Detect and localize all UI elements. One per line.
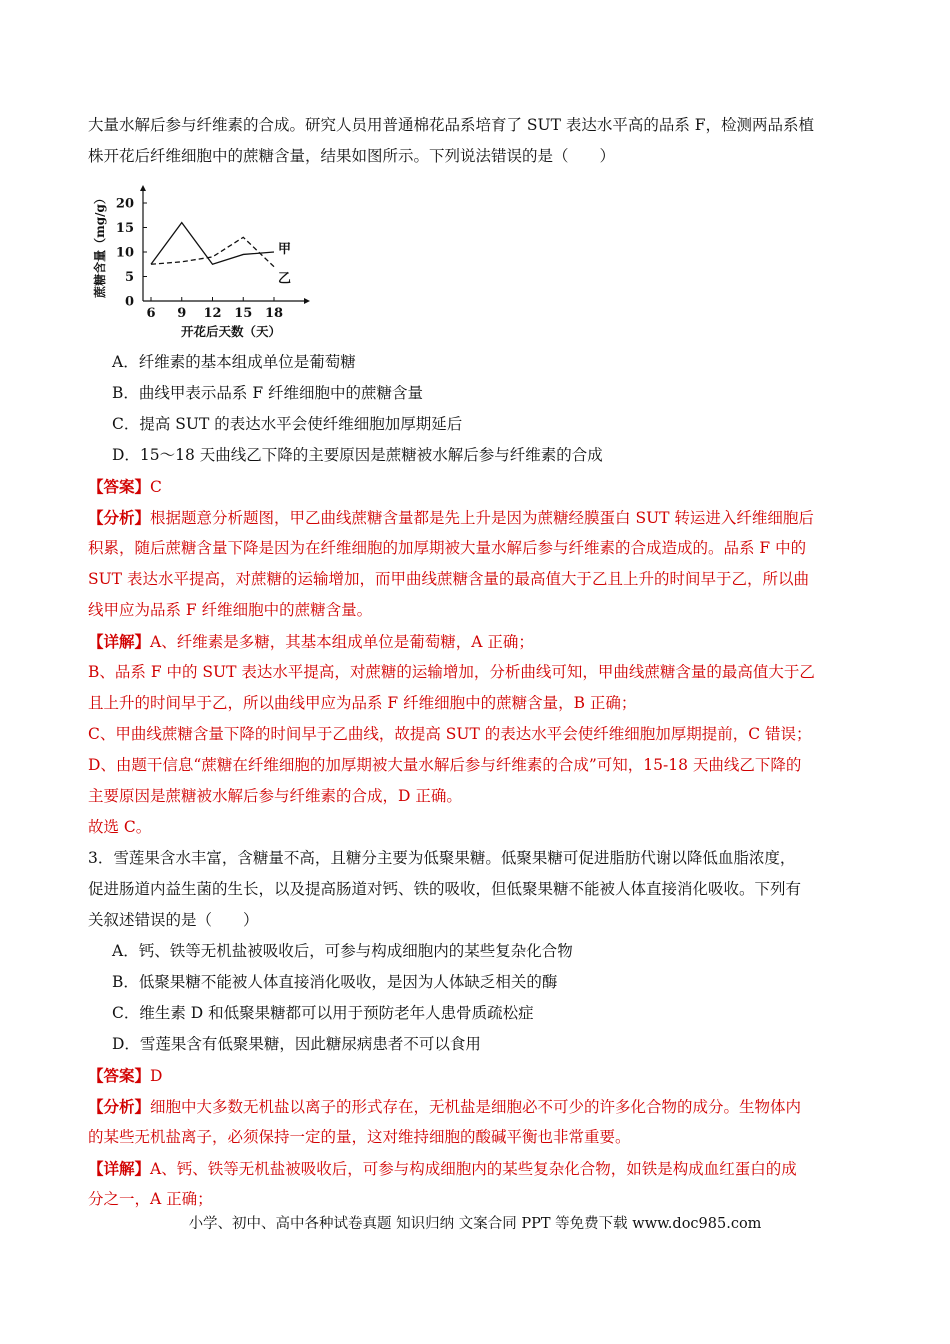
q3-option-b: B．低聚果糖不能被人体直接消化吸收，是因为人体缺乏相关的酶 <box>112 973 558 991</box>
analysis-tag: 【分析】 <box>88 508 151 527</box>
q2-option-d: D．15～18 天曲线乙下降的主要原因是蔗糖被水解后参与纤维素的合成 <box>112 446 603 464</box>
x-tick-label: 15 <box>234 306 253 321</box>
q3-answer <box>88 1060 868 1092</box>
q2-detail-line6: 主要原因是蔗糖被水解后参与纤维素的合成，D 正确。 <box>88 787 462 805</box>
x-tick-label: 9 <box>177 306 187 321</box>
y-axis-arrow <box>140 185 146 191</box>
q3-option-d: D．雪莲果含有低聚果糖，因此糖尿病患者不可以食用 <box>112 1035 481 1053</box>
detail-text: A、钙、铁等无机盐被吸收后，可参与构成细胞内的某些复杂化合物，如铁是构成血红蛋白的成 <box>150 1160 797 1178</box>
q2-detail-line1 <box>88 626 868 658</box>
q2-analysis-line1 <box>88 502 868 534</box>
x-tick-label: 18 <box>264 306 284 321</box>
y-tick-label: 15 <box>115 221 134 236</box>
x-axis-label: 开花后天数（天） <box>180 324 282 339</box>
y-axis-label: 蔗糖含量（mg/g） <box>93 192 107 298</box>
q3-option-a: A．钙、铁等无机盐被吸收后，可参与构成细胞内的某些复杂化合物 <box>112 942 573 960</box>
detail-text: A、纤维素是多糖，其基本组成单位是葡萄糖，A 正确； <box>150 633 534 651</box>
answer-value: C <box>150 478 162 496</box>
q2-analysis-line3: SUT 表达水平提高，对蔗糖的运输增加，而甲曲线蔗糖含量的最高值大于乙且上升的时间早于乙，所以曲 <box>88 570 809 588</box>
answer-tag: 【答案】 <box>88 1066 151 1085</box>
q3-analysis-line2: 的某些无机盐离子，必须保持一定的量，这对维持细胞的酸碱平衡也非常重要。 <box>88 1128 631 1146</box>
y-tick-label: 20 <box>115 196 134 212</box>
analysis-text: 根据题意分析题图，甲乙曲线蔗糖含量都是先上升是因为蔗糖经膜蛋白 SUT 转运进入纤维细胞后 <box>150 509 814 527</box>
q2-option-a: A．纤维素的基本组成单位是葡萄糖 <box>112 353 356 371</box>
sucrose-line-chart <box>88 183 318 343</box>
q3-detail-line1 <box>88 1153 868 1185</box>
q3-detail-line2: 分之一，A 正确； <box>88 1190 213 1208</box>
page-footer: 小学、初中、高中各种试卷真题 知识归纳 文案合同 PPT 等免费下载 www.doc985.com <box>188 1216 762 1232</box>
analysis-text: 细胞中大多数无机盐以离子的形式存在，无机盐是细胞必不可少的许多化合物的成分。生物体内 <box>150 1098 802 1116</box>
q2-detail-line3: 且上升的时间早于乙，所以曲线甲应为品系 F 纤维细胞中的蔗糖含量，B 正确； <box>88 694 637 712</box>
q2-answer <box>88 471 868 503</box>
q2-detail-line4: C、甲曲线蔗糖含量下降的时间早于乙曲线，故提高 SUT 的表达水平会使纤维细胞加厚期提前，C 错误； <box>88 725 812 743</box>
y-tick-label: 10 <box>115 245 134 261</box>
series-label-1: 甲 <box>278 242 292 257</box>
x-tick-label: 6 <box>146 306 156 321</box>
analysis-tag: 【分析】 <box>88 1097 151 1116</box>
q3-stem-line3: 关叙述错误的是（ ） <box>88 911 259 929</box>
q2-detail-line5: D、由题干信息“蔗糖在纤维细胞的加厚期被大量水解后参与纤维素的合成”可知，15-18 天曲线乙下降的 <box>88 756 802 774</box>
detail-tag: 【详解】 <box>88 1159 151 1178</box>
answer-tag: 【答案】 <box>88 477 151 496</box>
y-tick-label: 0 <box>124 294 134 310</box>
q2-option-c: C．提高 SUT 的表达水平会使纤维细胞加厚期延后 <box>112 415 463 433</box>
x-tick-label: 12 <box>203 306 222 321</box>
y-tick-label: 5 <box>124 270 134 285</box>
answer-value: D <box>150 1067 163 1085</box>
x-axis-arrow <box>304 298 310 304</box>
q3-option-c: C．维生素 D 和低聚果糖都可以用于预防老年人患骨质疏松症 <box>112 1004 534 1022</box>
q2-stem-line2: 株开花后纤维细胞中的蔗糖含量，结果如图所示。下列说法错误的是（ ） <box>88 147 616 165</box>
detail-tag: 【详解】 <box>88 632 151 651</box>
series-line-1 <box>151 223 274 265</box>
q2-detail-line2: B、品系 F 中的 SUT 表达水平提高，对蔗糖的运输增加，分析曲线可知，甲曲线蔗糖含量的最高值大于乙 <box>88 663 815 681</box>
q3-analysis-line1 <box>88 1091 868 1123</box>
series-label-2: 乙 <box>278 271 292 287</box>
q2-analysis-line4: 线甲应为品系 F 纤维细胞中的蔗糖含量。 <box>88 601 373 619</box>
q3-stem-line2: 促进肠道内益生菌的生长，以及提高肠道对钙、铁的吸收，但低聚果糖不能被人体直接消化吸收。下列有 <box>88 880 802 898</box>
q3-stem-line1: 3．雪莲果含水丰富，含糖量不高，且糖分主要为低聚果糖。低聚果糖可促进脂肪代谢以降低血脂浓度， <box>88 849 796 867</box>
q2-stem-line1: 大量水解后参与纤维素的合成。研究人员用普通棉花品系培育了 SUT 表达水平高的品系 F，检测两品系植 <box>88 116 815 134</box>
series-line-2 <box>151 237 274 266</box>
q2-option-b: B．曲线甲表示品系 F 纤维细胞中的蔗糖含量 <box>112 384 424 402</box>
q2-analysis-line2: 积累，随后蔗糖含量下降是因为在纤维细胞的加厚期被大量水解后参与纤维素的合成造成的。品系 F 中的 <box>88 539 807 557</box>
q2-conclusion: 故选 C。 <box>88 818 152 836</box>
